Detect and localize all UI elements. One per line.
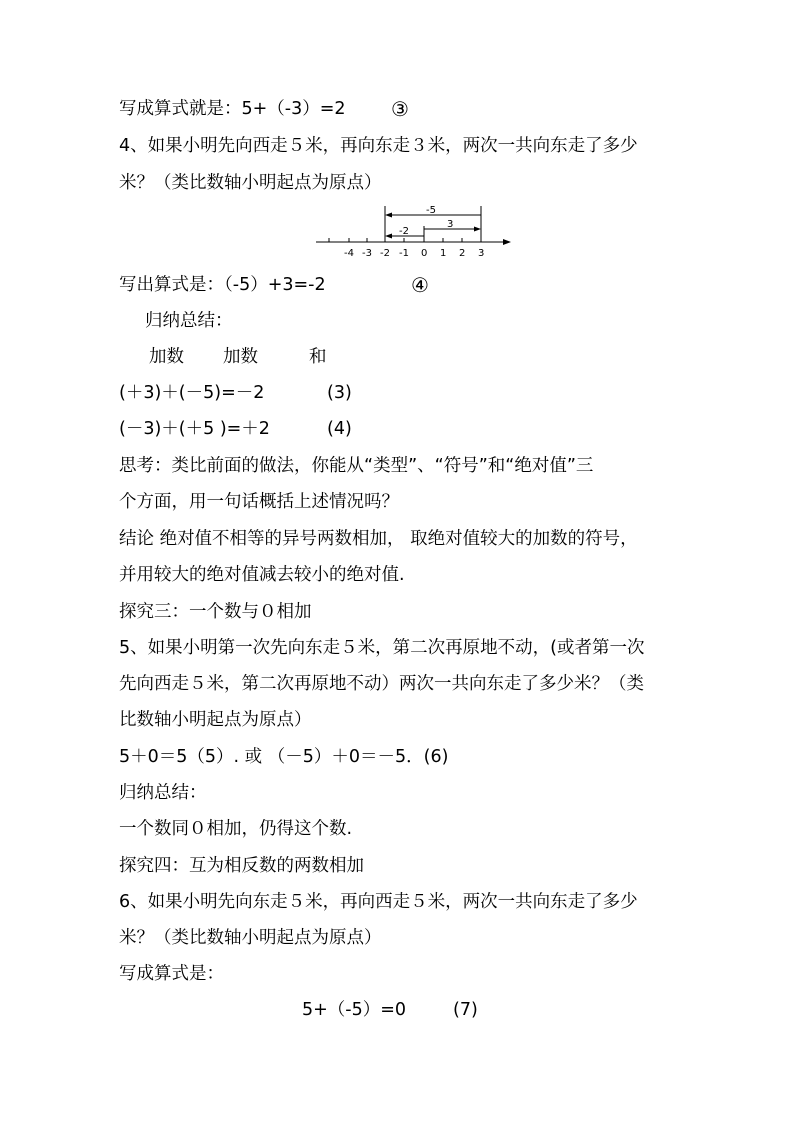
text-line	[119, 97, 346, 121]
arrow-minus5-label: -5	[426, 205, 436, 216]
summary-heading: 归纳总结：	[145, 311, 233, 331]
header-sum: 和	[309, 347, 327, 367]
number-line-svg	[314, 203, 514, 263]
arrow-minus2-label: -2	[399, 226, 409, 237]
arrowhead-right-icon	[474, 227, 481, 232]
axis-ticks	[329, 238, 481, 242]
tick-label: 2	[459, 248, 466, 259]
summary-text: 一个数同０相加，仍得这个数.	[119, 819, 353, 839]
equation-number: (7)	[453, 1000, 478, 1020]
tick-label: 0	[421, 248, 428, 259]
axis-arrow-icon	[503, 239, 511, 245]
equation-number: (3)	[327, 383, 352, 403]
circled-number-4: ④	[411, 273, 429, 297]
think-line2: 个方面，用一句话概括上述情况吗？	[119, 492, 399, 512]
tick-label: -4	[344, 248, 354, 259]
equation-text: 写出算式是：（-5）+3=-2	[119, 275, 326, 295]
circled-number-3: ③	[391, 97, 409, 121]
equation-row: 5＋0＝5（5）. 或 （－5）＋0＝－5．(6)	[119, 747, 449, 767]
question-6-line2: 米？（类比数轴小明起点为原点）	[119, 928, 382, 948]
equation-text: 写成算式就是：5+（-3）=2	[119, 99, 346, 119]
tick-label: -3	[362, 248, 372, 259]
tick-label: 3	[478, 248, 485, 259]
question-5-line3: 比数轴小明起点为原点）	[119, 710, 312, 730]
equation-row	[119, 417, 352, 441]
question-5-line1: 5、如果小明第一次先向东走５米，第二次再原地不动，(或者第一次	[119, 638, 645, 658]
tick-label: -2	[380, 248, 390, 259]
arrowhead-left-icon	[385, 234, 392, 239]
conclusion-line1: 结论 绝对值不相等的异号两数相加， 取绝对值较大的加数的符号，	[119, 529, 638, 549]
question-4-line2: 米？（类比数轴小明起点为原点）	[119, 173, 382, 193]
question-4-line1: 4、如果小明先向西走５米，再向东走３米，两次一共向东走了多少	[119, 136, 638, 156]
think-line1: 思考：类比前面的做法，你能从“类型”、“符号”和“绝对值”三	[119, 456, 594, 476]
equation-text: (＋3)＋(－5)=－2	[119, 383, 265, 403]
header-addend-2: 加数	[223, 347, 258, 367]
conclusion-line2: 并用较大的绝对值减去较小的绝对值.	[119, 565, 405, 585]
question-5-line2: 先向西走５米，第二次再原地不动）两次一共向东走了多少米？（类	[119, 674, 644, 694]
text-line: 写成算式是：	[119, 964, 224, 984]
header-addend-1: 加数	[149, 347, 184, 367]
equation-row	[302, 998, 478, 1022]
number-line-figure	[314, 203, 514, 267]
equation-text: 5+（-5）=0	[302, 1000, 407, 1020]
section-heading: 探究四：互为相反数的两数相加	[119, 856, 364, 876]
arrow-3-label: 3	[447, 219, 454, 230]
section-heading: 探究三：一个数与０相加	[119, 602, 312, 622]
summary-heading: 归纳总结：	[119, 783, 207, 803]
arrowhead-left-icon	[385, 213, 392, 218]
text-line	[119, 273, 326, 297]
equation-number: (4)	[327, 419, 352, 439]
equation-text: (－3)＋(＋5 )=＋2	[119, 419, 270, 439]
equation-row	[119, 381, 352, 405]
tick-label: 1	[440, 248, 447, 259]
question-6-line1: 6、如果小明先向东走５米，再向西走５米，两次一共向东走了多少	[119, 892, 638, 912]
tick-label: -1	[399, 248, 409, 259]
